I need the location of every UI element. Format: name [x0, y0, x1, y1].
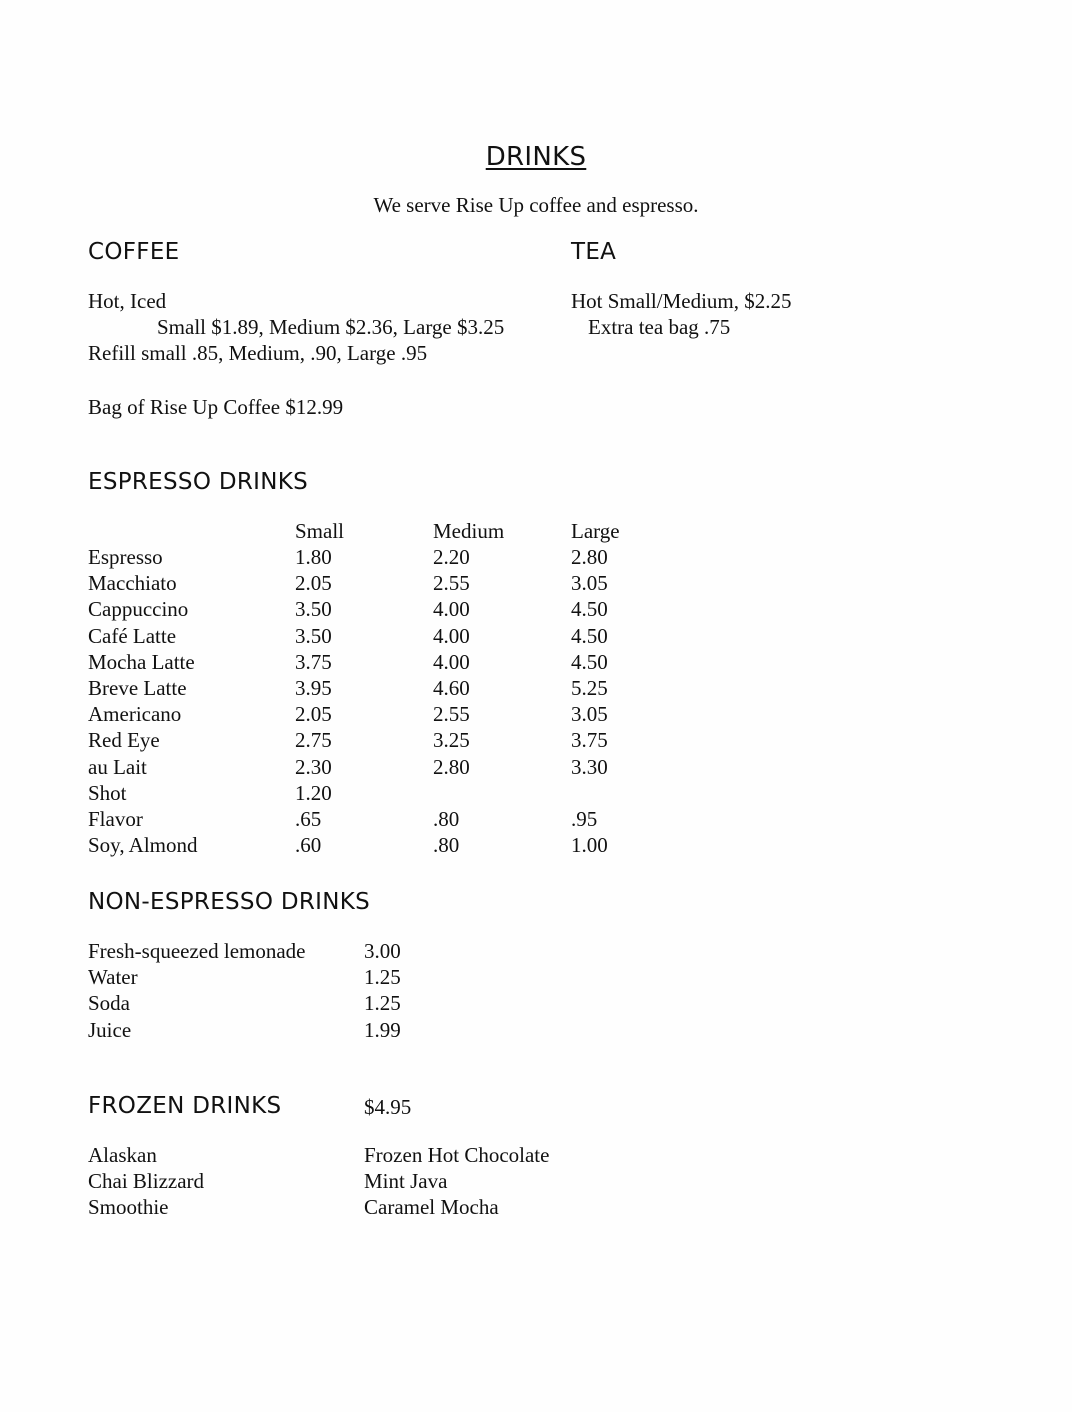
- price-medium: .80: [433, 833, 460, 858]
- price-large: .95: [571, 807, 598, 831]
- price-large: 1.00: [571, 833, 608, 858]
- price-medium: 2.80: [433, 754, 470, 779]
- frozen-drink-right: Frozen Hot Chocolate: [364, 1143, 550, 1167]
- price-large: 4.50: [571, 597, 608, 622]
- drink-name: Water: [88, 965, 138, 990]
- price-medium: 4.00: [433, 623, 470, 648]
- drink-name: Café Latte: [88, 623, 177, 648]
- coffee-bag: Bag of Rise Up Coffee $12.99: [88, 395, 344, 419]
- coffee-heading: COFFEE: [88, 239, 180, 265]
- price-small: 3.75: [295, 649, 332, 674]
- drink-price: 3.00: [364, 939, 401, 963]
- non-espresso-heading: NON-ESPRESSO DRINKS: [88, 889, 371, 915]
- price-medium: 2.55: [433, 702, 470, 727]
- price-large: 4.50: [571, 623, 608, 648]
- espresso-heading: ESPRESSO DRINKS: [88, 469, 308, 495]
- price-medium: 3.25: [433, 728, 470, 753]
- price-large: 2.80: [571, 545, 608, 569]
- column-small: Small: [295, 519, 345, 543]
- frozen-drink-right: Caramel Mocha: [364, 1195, 499, 1220]
- price-small: 1.80: [295, 545, 332, 569]
- price-large: 3.05: [571, 571, 608, 596]
- tea-heading: TEA: [571, 239, 617, 265]
- drink-price: 1.25: [364, 991, 401, 1016]
- price-small: 2.30: [295, 754, 332, 779]
- price-large: 3.30: [571, 754, 608, 779]
- drink-name: Espresso: [88, 545, 163, 569]
- price-medium: 2.55: [433, 571, 470, 596]
- price-small: 2.75: [295, 728, 332, 753]
- drink-name: Red Eye: [88, 728, 160, 753]
- drink-name: Fresh-squeezed lemonade: [88, 939, 306, 963]
- price-small: .60: [295, 833, 322, 858]
- price-large: 4.50: [571, 649, 608, 674]
- coffee-line-3: Refill small .85, Medium, .90, Large .95: [88, 341, 428, 365]
- price-small: 3.95: [295, 676, 332, 700]
- price-small: 2.05: [295, 702, 332, 727]
- drink-name: Breve Latte: [88, 676, 187, 700]
- page-title: DRINKS: [485, 142, 587, 172]
- drink-name: au Lait: [88, 754, 147, 779]
- price-medium: 4.00: [433, 597, 470, 622]
- tea-line-2: Extra tea bag .75: [588, 315, 731, 339]
- drink-name: Soda: [88, 991, 130, 1016]
- column-medium: Medium: [433, 519, 505, 543]
- price-small: 2.05: [295, 571, 332, 596]
- frozen-drink-left: Chai Blizzard: [88, 1169, 205, 1194]
- coffee-line-1: Hot, Iced: [88, 289, 167, 313]
- drink-name: Americano: [88, 702, 182, 727]
- drink-price: 1.25: [364, 965, 401, 990]
- intro-text: We serve Rise Up coffee and espresso.: [373, 193, 699, 217]
- drink-name: Cappuccino: [88, 597, 189, 622]
- price-small: 3.50: [295, 623, 332, 648]
- price-large: 5.25: [571, 676, 608, 700]
- tea-line-1: Hot Small/Medium, $2.25: [571, 289, 792, 313]
- price-medium: 2.20: [433, 545, 470, 569]
- coffee-line-2: Small $1.89, Medium $2.36, Large $3.25: [157, 315, 505, 339]
- frozen-price: $4.95: [364, 1095, 412, 1119]
- price-small: .65: [295, 807, 322, 831]
- frozen-drink-right: Mint Java: [364, 1169, 448, 1194]
- drink-name: Flavor: [88, 807, 143, 831]
- drink-name: Juice: [88, 1017, 132, 1042]
- price-small: 3.50: [295, 597, 332, 622]
- frozen-drink-left: Alaskan: [88, 1143, 157, 1167]
- price-large: 3.05: [571, 702, 608, 727]
- drink-name: Shot: [88, 780, 127, 805]
- price-medium: .80: [433, 807, 460, 831]
- price-medium: 4.60: [433, 676, 470, 700]
- drink-price: 1.99: [364, 1017, 401, 1042]
- drink-name: Macchiato: [88, 571, 177, 596]
- frozen-heading: FROZEN DRINKS: [88, 1093, 282, 1119]
- drink-name: Mocha Latte: [88, 649, 195, 674]
- price-small: 1.20: [295, 780, 332, 805]
- drink-name: Soy, Almond: [88, 833, 198, 858]
- frozen-drink-left: Smoothie: [88, 1195, 169, 1220]
- price-large: 3.75: [571, 728, 608, 753]
- price-medium: 4.00: [433, 649, 470, 674]
- column-large: Large: [571, 519, 620, 543]
